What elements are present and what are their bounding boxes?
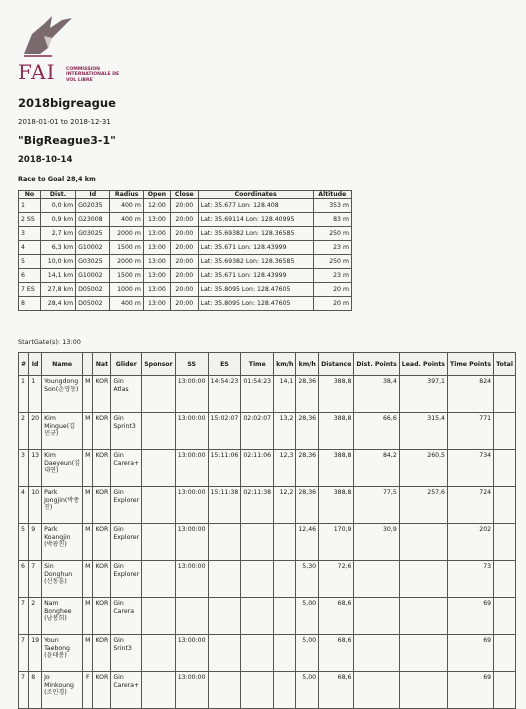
tp-open: 13:00	[143, 227, 170, 241]
tp-altitude: 23 m	[313, 241, 351, 255]
tp-coordinates: Lat: 35.8095 Lon: 128.47605	[198, 283, 313, 297]
res-glider: Gin Carera	[111, 598, 142, 635]
res-pilot-id: 9	[29, 524, 42, 561]
res-lead-points: 257,6	[399, 487, 447, 524]
res-lead-points	[399, 635, 447, 672]
res-time	[241, 598, 274, 635]
res-gender: M	[83, 487, 93, 524]
res-nat: KOR	[93, 524, 111, 561]
result-row	[19, 561, 516, 598]
res-total	[494, 450, 516, 487]
res-speed	[274, 524, 296, 561]
th-dist-points: Dist. Points	[354, 353, 399, 376]
tp-altitude: 20 m	[313, 283, 351, 297]
th-gender	[83, 353, 93, 376]
tp-no: 2 SS	[19, 213, 41, 227]
res-glider: Gin Atlas	[111, 376, 142, 413]
th-radius: Radius	[110, 191, 143, 199]
res-dist-points: 66,6	[354, 413, 399, 450]
tp-close: 20:00	[170, 213, 198, 227]
tp-dist: 6,3 km	[40, 241, 75, 255]
res-total	[494, 561, 516, 598]
tp-open: 13:00	[143, 283, 170, 297]
tp-coordinates: Lat: 35.69114 Lon: 128.40995	[198, 213, 313, 227]
res-speed-2: 28,36	[296, 376, 319, 413]
res-ss	[175, 598, 208, 635]
res-name: Nam Bonghee (남봉희)	[42, 598, 83, 635]
tp-radius: 2000 m	[110, 227, 143, 241]
res-time	[241, 672, 274, 709]
tp-close: 20:00	[170, 255, 198, 269]
tp-close: 20:00	[170, 199, 198, 213]
res-name: Sin Donghun (신동훈)	[42, 561, 83, 598]
res-time	[241, 635, 274, 672]
res-nat: KOR	[93, 672, 111, 709]
turnpoint-row	[19, 283, 352, 297]
res-ss: 13:00:00	[175, 672, 208, 709]
turnpoint-row	[19, 241, 352, 255]
res-es: 15:02:07	[208, 413, 241, 450]
tp-no: 8	[19, 297, 41, 311]
res-nat: KOR	[93, 413, 111, 450]
res-glider: Gin Explorer	[111, 524, 142, 561]
turnpoint-row	[19, 213, 352, 227]
res-time: 01:54:23	[241, 376, 274, 413]
res-time-points: 771	[447, 413, 493, 450]
tp-coordinates: Lat: 35.69382 Lon: 128.36585	[198, 227, 313, 241]
res-time-points: 724	[447, 487, 493, 524]
res-gender: M	[83, 450, 93, 487]
results-header-row	[19, 353, 516, 376]
tp-radius: 1500 m	[110, 241, 143, 255]
res-dist-points: 84,2	[354, 450, 399, 487]
logo-subtext: COMMISSION INTERNATIONALE DE VOL LIBRE	[66, 67, 120, 83]
res-rank: 2	[19, 413, 29, 450]
results-table	[18, 352, 516, 709]
res-time-points: 202	[447, 524, 493, 561]
competition-dates: 2018-01-01 to 2018-12-31	[18, 118, 111, 126]
th-pilot-id: Id	[29, 353, 42, 376]
res-speed	[274, 672, 296, 709]
res-distance: 72,6	[319, 561, 354, 598]
res-dist-points	[354, 635, 399, 672]
result-row	[19, 450, 516, 487]
res-rank: 7	[19, 635, 29, 672]
res-distance: 68,6	[319, 635, 354, 672]
res-glider: Gin Sprint3	[111, 413, 142, 450]
turnpoint-row	[19, 199, 352, 213]
res-gender: M	[83, 524, 93, 561]
res-es	[208, 598, 241, 635]
tp-dist: 0,9 km	[40, 213, 75, 227]
res-time-points: 73	[447, 561, 493, 598]
res-speed-2: 5,00	[296, 672, 319, 709]
tp-coordinates: Lat: 35.69382 Lon: 128.36585	[198, 255, 313, 269]
tp-id: D05002	[76, 297, 110, 311]
res-time	[241, 561, 274, 598]
res-distance: 68,6	[319, 598, 354, 635]
tp-no: 4	[19, 241, 41, 255]
tp-dist: 10,0 km	[40, 255, 75, 269]
res-gender: M	[83, 598, 93, 635]
tp-open: 13:00	[143, 241, 170, 255]
tp-radius: 400 m	[110, 199, 143, 213]
tp-dist: 0,0 km	[40, 199, 75, 213]
res-es	[208, 524, 241, 561]
res-speed: 12,2	[274, 487, 296, 524]
turnpoint-row	[19, 227, 352, 241]
res-pilot-id: 20	[29, 413, 42, 450]
res-pilot-id: 1	[29, 376, 42, 413]
tp-dist: 2,7 km	[40, 227, 75, 241]
res-glider: Gin Explorer	[111, 487, 142, 524]
tp-open: 13:00	[143, 255, 170, 269]
th-nat: Nat	[93, 353, 111, 376]
tp-no: 6	[19, 269, 41, 283]
res-ss: 13:00:00	[175, 524, 208, 561]
tp-no: 5	[19, 255, 41, 269]
res-ss: 13:00:00	[175, 487, 208, 524]
res-glider: Gin Carera+	[111, 672, 142, 709]
res-sponsor	[142, 561, 176, 598]
res-dist-points	[354, 598, 399, 635]
res-pilot-id: 2	[29, 598, 42, 635]
th-total: Total	[494, 353, 516, 376]
res-nat: KOR	[93, 376, 111, 413]
res-lead-points	[399, 524, 447, 561]
th-no: No	[19, 191, 41, 199]
tp-close: 20:00	[170, 269, 198, 283]
res-name: Park Koangjin (박광진)	[42, 524, 83, 561]
turnpoint-header-row	[19, 191, 352, 199]
res-gender: M	[83, 635, 93, 672]
res-pilot-id: 10	[29, 487, 42, 524]
th-speed: km/h	[274, 353, 296, 376]
res-lead-points: 397,1	[399, 376, 447, 413]
res-total	[494, 635, 516, 672]
res-es	[208, 672, 241, 709]
res-sponsor	[142, 598, 176, 635]
race-info: Race to Goal 28,4 km	[18, 175, 96, 183]
res-lead-points	[399, 561, 447, 598]
res-name: Park Jongjin(박종진)	[42, 487, 83, 524]
res-glider: Gin Explorer	[111, 561, 142, 598]
tp-id: G23008	[76, 213, 110, 227]
res-dist-points: 77,5	[354, 487, 399, 524]
res-es	[208, 561, 241, 598]
res-total	[494, 598, 516, 635]
turnpoint-row	[19, 255, 352, 269]
res-dist-points	[354, 561, 399, 598]
res-gender: M	[83, 413, 93, 450]
res-time-points: 734	[447, 450, 493, 487]
res-pilot-id: 19	[29, 635, 42, 672]
tp-open: 12:00	[143, 199, 170, 213]
res-name: Kim Daeyeun(김대연)	[42, 450, 83, 487]
tp-dist: 27,8 km	[40, 283, 75, 297]
tp-close: 20:00	[170, 297, 198, 311]
th-ss: SS	[175, 353, 208, 376]
res-lead-points: 315,4	[399, 413, 447, 450]
tp-open: 13:00	[143, 297, 170, 311]
res-time	[241, 524, 274, 561]
res-sponsor	[142, 376, 176, 413]
res-es: 15:11:06	[208, 450, 241, 487]
res-total	[494, 487, 516, 524]
res-gender: M	[83, 376, 93, 413]
res-speed-2: 12,46	[296, 524, 319, 561]
tp-altitude: 250 m	[313, 227, 351, 241]
th-time-points: Time Points	[447, 353, 493, 376]
res-lead-points	[399, 672, 447, 709]
res-time: 02:02:07	[241, 413, 274, 450]
th-time: Time	[241, 353, 274, 376]
res-pilot-id: 13	[29, 450, 42, 487]
res-speed	[274, 561, 296, 598]
tp-no: 3	[19, 227, 41, 241]
res-glider: Gin Srint3	[111, 635, 142, 672]
res-sponsor	[142, 672, 176, 709]
res-gender: F	[83, 672, 93, 709]
tp-altitude: 250 m	[313, 255, 351, 269]
res-rank: 3	[19, 450, 29, 487]
tp-dist: 28,4 km	[40, 297, 75, 311]
res-speed-2: 28,36	[296, 487, 319, 524]
res-rank: 6	[19, 561, 29, 598]
res-ss: 13:00:00	[175, 376, 208, 413]
tp-altitude: 83 m	[313, 213, 351, 227]
res-speed: 13,2	[274, 413, 296, 450]
eagle-logo-icon	[22, 14, 74, 58]
res-time: 02:11:06	[241, 450, 274, 487]
res-sponsor	[142, 635, 176, 672]
res-glider: Gin Carera+	[111, 450, 142, 487]
res-distance: 170,9	[319, 524, 354, 561]
tp-close: 20:00	[170, 283, 198, 297]
res-speed-2: 28,36	[296, 413, 319, 450]
res-time: 02:11:38	[241, 487, 274, 524]
res-time-points: 69	[447, 598, 493, 635]
task-date: 2018-10-14	[18, 155, 73, 165]
res-pilot-id: 7	[29, 561, 42, 598]
res-distance: 388,8	[319, 487, 354, 524]
res-lead-points: 260,5	[399, 450, 447, 487]
tp-id: G10002	[76, 241, 110, 255]
res-speed-2: 28,36	[296, 450, 319, 487]
tp-radius: 400 m	[110, 297, 143, 311]
res-lead-points	[399, 598, 447, 635]
res-speed	[274, 598, 296, 635]
tp-coordinates: Lat: 35.671 Lon: 128.43999	[198, 241, 313, 255]
res-rank: 5	[19, 524, 29, 561]
res-dist-points	[354, 672, 399, 709]
th-glider: Glider	[111, 353, 142, 376]
tp-coordinates: Lat: 35.677 Lon: 128.408	[198, 199, 313, 213]
tp-altitude: 20 m	[313, 297, 351, 311]
logo-text: FAI	[18, 60, 56, 84]
tp-coordinates: Lat: 35.8095 Lon: 128.47605	[198, 297, 313, 311]
res-nat: KOR	[93, 635, 111, 672]
tp-radius: 1500 m	[110, 269, 143, 283]
res-distance: 388,8	[319, 376, 354, 413]
tp-id: G03025	[76, 255, 110, 269]
result-row	[19, 635, 516, 672]
tp-id: D05002	[76, 283, 110, 297]
res-name: Jo Minkoung (조민경)	[42, 672, 83, 709]
res-name: Kim Mingue(김민규)	[42, 413, 83, 450]
th-id: Id	[76, 191, 110, 199]
res-sponsor	[142, 450, 176, 487]
result-row	[19, 376, 516, 413]
res-name: Youn Taebong (윤태봉)	[42, 635, 83, 672]
turnpoint-row	[19, 269, 352, 283]
res-total	[494, 524, 516, 561]
turnpoint-table	[18, 190, 352, 311]
th-es: ES	[208, 353, 241, 376]
res-es: 14:54:23	[208, 376, 241, 413]
res-rank: 4	[19, 487, 29, 524]
tp-radius: 2000 m	[110, 255, 143, 269]
result-row	[19, 413, 516, 450]
res-sponsor	[142, 413, 176, 450]
res-distance: 388,8	[319, 413, 354, 450]
th-close: Close	[170, 191, 198, 199]
tp-id: G02035	[76, 199, 110, 213]
th-lead-points: Lead. Points	[399, 353, 447, 376]
res-dist-points: 30,9	[354, 524, 399, 561]
res-ss: 13:00:00	[175, 635, 208, 672]
res-pilot-id: 8	[29, 672, 42, 709]
th-speed-2: km/h	[296, 353, 319, 376]
tp-open: 13:00	[143, 269, 170, 283]
result-row	[19, 524, 516, 561]
start-gates: StartGate(s): 13:00	[18, 338, 81, 346]
res-es: 15:11:38	[208, 487, 241, 524]
result-row	[19, 598, 516, 635]
tp-id: G03025	[76, 227, 110, 241]
turnpoint-row	[19, 297, 352, 311]
res-sponsor	[142, 524, 176, 561]
res-nat: KOR	[93, 487, 111, 524]
tp-id: G10002	[76, 269, 110, 283]
res-nat: KOR	[93, 598, 111, 635]
th-open: Open	[143, 191, 170, 199]
tp-dist: 14,1 km	[40, 269, 75, 283]
th-sponsor: Sponsor	[142, 353, 176, 376]
tp-close: 20:00	[170, 241, 198, 255]
res-speed-2: 5,30	[296, 561, 319, 598]
task-title: "BigReague3-1"	[18, 134, 116, 147]
res-time-points: 69	[447, 635, 493, 672]
res-ss: 13:00:00	[175, 450, 208, 487]
res-speed-2: 5,00	[296, 598, 319, 635]
tp-altitude: 353 m	[313, 199, 351, 213]
res-sponsor	[142, 487, 176, 524]
tp-coordinates: Lat: 35.671 Lon: 128.43999	[198, 269, 313, 283]
result-row	[19, 487, 516, 524]
th-name: Name	[42, 353, 83, 376]
res-time-points: 824	[447, 376, 493, 413]
res-distance: 68,6	[319, 672, 354, 709]
tp-radius: 1000 m	[110, 283, 143, 297]
res-ss: 13:00:00	[175, 561, 208, 598]
res-dist-points: 38,4	[354, 376, 399, 413]
res-distance: 388,8	[319, 450, 354, 487]
res-total	[494, 376, 516, 413]
tp-no: 1	[19, 199, 41, 213]
tp-close: 20:00	[170, 227, 198, 241]
res-speed: 14,1	[274, 376, 296, 413]
res-nat: KOR	[93, 450, 111, 487]
res-rank: 1	[19, 376, 29, 413]
tp-radius: 400 m	[110, 213, 143, 227]
res-total	[494, 672, 516, 709]
res-speed	[274, 635, 296, 672]
tp-no: 7 ES	[19, 283, 41, 297]
th-coordinates: Coordinates	[198, 191, 313, 199]
res-nat: KOR	[93, 561, 111, 598]
competition-title: 2018bigreague	[18, 96, 116, 110]
res-ss: 13:00:00	[175, 413, 208, 450]
res-rank: 7	[19, 672, 29, 709]
tp-altitude: 23 m	[313, 269, 351, 283]
res-es	[208, 635, 241, 672]
tp-open: 13:00	[143, 213, 170, 227]
res-gender: M	[83, 561, 93, 598]
th-rank: #	[19, 353, 29, 376]
res-speed: 12,3	[274, 450, 296, 487]
result-row	[19, 672, 516, 709]
th-altitude: Altitude	[313, 191, 351, 199]
res-name: Youngdong Son(손영동)	[42, 376, 83, 413]
res-total	[494, 413, 516, 450]
th-distance: Distance	[319, 353, 354, 376]
res-speed-2: 5,00	[296, 635, 319, 672]
res-time-points: 69	[447, 672, 493, 709]
fai-logo	[14, 14, 132, 86]
res-rank: 7	[19, 598, 29, 635]
th-dist: Dist.	[40, 191, 75, 199]
